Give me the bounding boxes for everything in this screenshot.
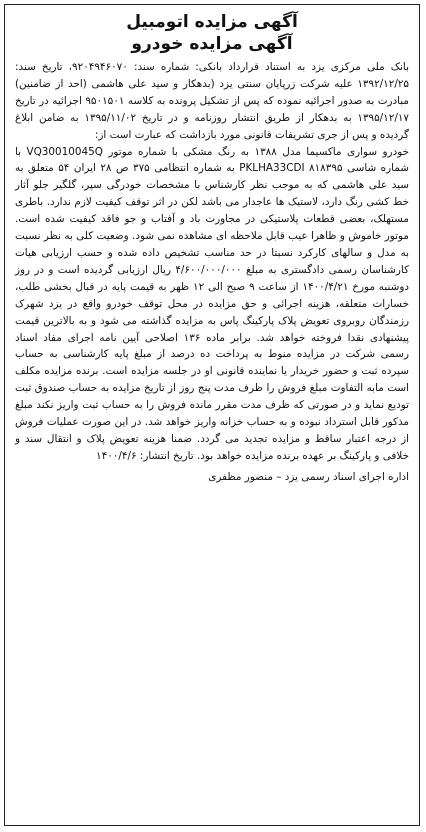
auction-notice — [4, 4, 420, 826]
notice-paragraph-vehicle: خودرو سواری ماکسیما مدل ۱۳۸۸ به رنگ مشکی با شماره موتور VQ30010045Q با شماره شاسی PKLHA33CDI ۸۱۸۳۹۵ به شماره انتظامی ۳۷۵ ص ۲۸ ایران ۵۴ متعلق به سید علی هاشمی که به موجب نظر کارشناس با مشخصات خودرگی سپر، گلگیر جلو آثار خط کشی رنگ دارد، لاستیک ها عاجدار می باشد لکن در اثر توقف کیفیت لازم ندارد. باطری مستهلک، بعضی قطعات پلاستیکی در مجاورت باد و آفتاب و جو فاقد کیفیت شده است. موتور خاموش و ظاهرا عیب قابل ملاحظه ای مشاهده نمی شود. وضعیت کلی به نظر نسبت به مدل و سالهای کارکرد نسبتا در حد مناسب تشخیص داده شده و حسب ارزیابی هیات کارشناسان رسمی دادگستری به مبلغ ۴/۶۰۰/۰۰۰/۰۰۰ ریال ارزیابی گردیده است و در روز دوشنبه مورخ ۱۴۰۰/۴/۲۱ از ساعت ۹ صبح الی ۱۲ ظهر به قیمت پایه در قبال بخشی طلب، خسارات متعلقه، هزینه اجرائی و حق مزایده در محل توقف خودرو واقع در یزد شهرک رزمندگان روبروی تعویض پلاک پارکینگ پاس به مزایده گذاشته می شود و به بالاترین قیمت پیشنهادی نقدا فروخته خواهد شد. برابر ماده ۱۳۶ اصلاحی آیین نامه اجرای مفاد اسناد رسمی شرکت در مزایده منوط به پرداخت ده درصد از مبلغ پایه کارشناسی به حساب سپرده ثبت و حضور خریدار یا نماینده قانونی او در جلسه مزایده است. برنده مزایده مکلف است مابه التفاوت مبلغ فروش را ظرف مدت پنج روز از تاریخ مزایده به حساب صندوق ثبت تودیع نماید و در صورتی که ظرف مدت مقرر مانده فروش را به حساب ثبت واریز نکند مبلغ مذکور قابل استرداد نبوده و به حساب خزانه واریز خواهد شد. در این صورت عملیات فروش از درجه اعتبار ساقط و مزایده تجدید می گردد. ضمنا هزینه تعویض پلاک و انتقال سند و خلافی و پارکینگ بر عهده برنده مزایده خواهد بود. تاریخ انتشار: ۱۴۰۰/۴/۶ — [15, 145, 410, 462]
notice-header — [15, 11, 409, 55]
notice-title: آگهی مزایده اتومبیل — [126, 12, 298, 32]
notice-body — [15, 59, 409, 465]
notice-signature: اداره اجرای اسناد رسمی یزد – منصور مظفری — [208, 470, 409, 483]
notice-paragraph-intro: بانک ملی مرکزی یزد به استناد قرارداد بانکی: شماره سند: ۹۲۰۴۹۴۶۰۷۰، تاریخ سند: ۱۳۹۲/۱۲/۲۵ علیه شرکت زرپایان سنتی یزد (بدهکار و سید علی هاشمی (احد از ضامنین) مبادرت به صدور اجرائیه نموده که پس از تشکیل پرونده به کلاسه ۹۵۰۱۵۰۱ اجرائیه در تاریخ ۱۳۹۵/۱۲/۱۷ به بدهکار از طریق انتشار روزنامه و در تاریخ ۱۳۹۵/۱۱/۰۲ به ضامن ابلاغ گردیده و پس از جری تشریفات قانونی مورد بازداشت که عبارت است از: — [15, 61, 410, 141]
notice-subtitle: آگهی مزایده خودرو — [131, 34, 293, 54]
